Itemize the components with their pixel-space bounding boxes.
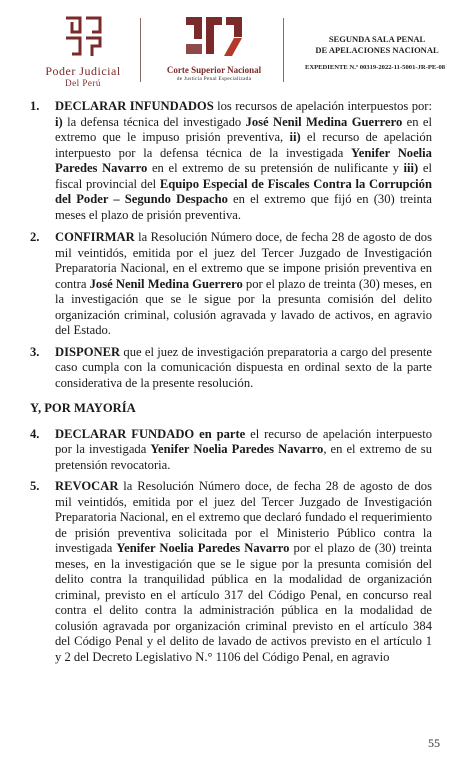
bold-text: Yenifer Noelia Paredes Navarro <box>55 145 432 175</box>
bold-text: DISPONER <box>55 344 121 359</box>
item-number: 2. <box>30 230 40 244</box>
bold-text: Yenifer Noelia Paredes Navarro <box>116 541 290 555</box>
bold-text: Equipo Especial de Fiscales Contra la Corrupción del Poder – Segundo Despacho <box>55 176 432 206</box>
resolution-item <box>30 345 432 392</box>
bold-text: CONFIRMAR <box>55 230 135 244</box>
bold-text: ii) <box>289 130 301 144</box>
item-number: 5. <box>30 479 40 493</box>
sala-line-1: SEGUNDA SALA PENAL <box>328 34 426 44</box>
bold-text: iii) <box>403 161 419 175</box>
page-number: 55 <box>428 736 440 750</box>
bold-text: DECLARAR INFUNDADOS <box>55 99 214 113</box>
item-text: el recurso de apelación interpuesto por la investigada <box>55 426 432 456</box>
item-text: , en el extremo de su pretensión revocatoria. <box>55 442 432 472</box>
poder-judicial-logo <box>30 14 136 88</box>
header-divider <box>283 18 284 82</box>
item-text: en el extremo que fijó en (30) treinta meses el plazo de prisión preventiva. <box>55 192 432 222</box>
bold-text: Yenifer Noelia Paredes Navarro <box>150 442 324 456</box>
csn-title: Corte Superior Nacional <box>166 65 262 75</box>
item-text: en el extremo que le impuso prisión preventiva, <box>55 114 432 144</box>
resolution-items-majority <box>30 427 432 666</box>
resolution-items-unanimous <box>30 99 432 391</box>
item-text: que el juez de investigación preparatoria a cargo del presente caso cumpla con la comunicación dispuesta en ordinal sexto de la parte considerativa de la presente resolución. <box>55 344 432 390</box>
resolution-item <box>30 479 432 665</box>
mayoria-heading: Y, POR MAYORÍA <box>30 401 136 415</box>
item-number: 1. <box>30 99 40 113</box>
expediente-number: EXPEDIENTE N.º 00319-2022-11-5001-JR-PE-08 <box>304 64 446 71</box>
bold-text: REVOCAR <box>55 479 119 493</box>
item-text: los recursos de apelación interpuestos por: <box>213 99 432 113</box>
corte-superior-logo <box>150 14 278 86</box>
header-divider <box>140 18 141 82</box>
item-text: el recurso de apelación interpuesto por la defensa técnica de la investigada <box>55 130 432 160</box>
item-text: la Resolución Número doce, de fecha 28 de agosto de dos mil veintidós, emitida por el juez del Tercer Juzgado de Investigación Preparatoria Nacional, en el extremo que se impone prisión preventiva en contra <box>55 230 432 291</box>
item-text: el fiscal provincial del <box>55 161 432 191</box>
pj-title: Poder Judicial <box>45 64 121 78</box>
item-text: la Resolución Número doce, de fecha 28 de agosto de dos mil veintidós, emitida por el juez del Tercer Juzgado de Investigación Preparatoria Nacional, en el extremo que declaró fundado el requerimiento de prisión preventiva solicitada por el Ministerio Público contra la investigada <box>55 479 432 555</box>
pj-emblem-icon <box>63 14 103 60</box>
resolution-body <box>30 99 432 671</box>
csn-subtitle: de Justicia Penal Especializada <box>176 76 252 82</box>
pj-subtitle: Del Perú <box>65 78 101 88</box>
bold-text: José Nenil Medina Guerrero <box>245 114 403 129</box>
sala-name <box>292 34 462 56</box>
resolution-item <box>30 99 432 223</box>
resolution-item <box>30 230 432 339</box>
csn-emblem-icon <box>184 14 244 60</box>
item-text: por el plazo de treinta (30) meses, en la investigación que se le sigue por la presunta comisión del delito organización criminal, colusión agravada y lavado de activos, en agravio del Estado. <box>55 276 432 337</box>
item-text: por el plazo de (30) treinta meses, en la investigación que se le sigue por la presunta comisión del delito contra la tranquilidad pública en la modalidad de organización criminal, previsto en el artículo 317 del Código Penal, en concurso real contra el delito contra la administración pública en la modalidad de colusión agravada por organización criminal previsto en el artículo 384 del Código Penal y el delito de lavado de activos previsto en el artículo 1 y 2 del Decreto Legislativo N.° 1106 del Código Penal, en agravio <box>55 541 432 664</box>
bold-text: i) <box>55 114 63 129</box>
item-text: en el extremo de su pretensión de nulificante y <box>147 161 404 175</box>
item-text: la defensa técnica del investigado <box>62 114 246 129</box>
bold-text: DECLARAR FUNDADO en parte <box>55 426 246 441</box>
item-number: 4. <box>30 426 40 441</box>
resolution-item <box>30 427 432 474</box>
bold-text: José Nenil Medina Guerrero <box>89 276 243 291</box>
document-header <box>0 0 474 96</box>
item-number: 3. <box>30 344 40 359</box>
sala-line-2: DE APELACIONES NACIONAL <box>315 45 439 55</box>
